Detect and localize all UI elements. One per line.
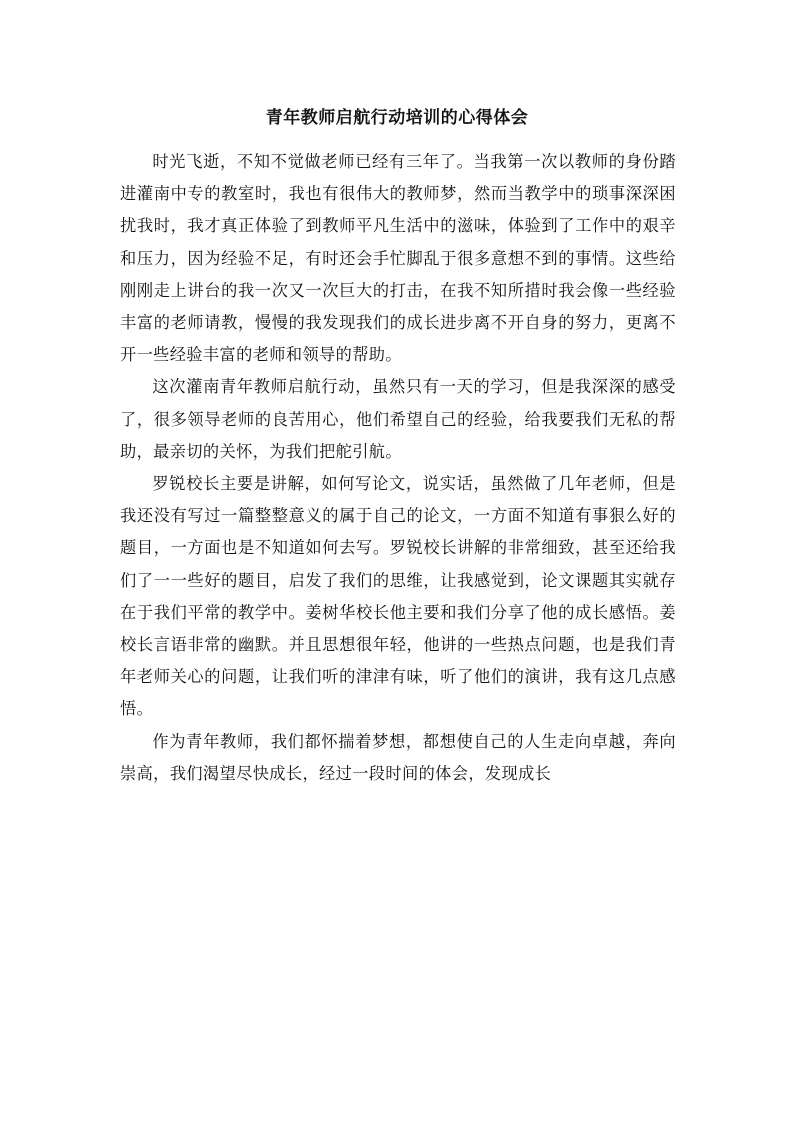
- paragraph-2: 这次灌南青年教师启航行动，虽然只有一天的学习，但是我深深的感受了，很多领导老师的良苦用心，他们希望自己的经验，给我要我们无私的帮助，最亲切的关怀，为我们把舵引航。: [120, 377, 676, 461]
- paragraph-1: 时光飞逝，不知不觉做老师已经有三年了。当我第一次以教师的身份踏进灌南中专的教室时，我也有很伟大的教师梦，然而当教学中的琐事深深困扰我时，我才真正体验了到教师平凡生活中的滋味，体验到了工作中的艰辛和压力，因为经验不足，有时还会手忙脚乱于很多意想不到的事情。这些给刚刚走上讲台的我一次又一次巨大的打击，在我不知所措时我会像一些经验丰富的老师请教，慢慢的我发现我们的成长进步离不开自身的努力，更离不开一些经验丰富的老师和领导的帮助。: [120, 152, 676, 365]
- document-body: [120, 146, 676, 790]
- paragraph-4: 作为青年教师，我们都怀揣着梦想，都想使自己的人生走向卓越，奔向崇高，我们渴望尽快成长，经过一段时间的体会，发现成长: [120, 731, 676, 783]
- paragraph-3: 罗锐校长主要是讲解，如何写论文，说实话，虽然做了几年老师，但是我还没有写过一篇整整意义的属于自己的论文，一方面不知道有事狠么好的题目，一方面也是不知道如何去写。罗锐校长讲解的非常细致，甚至还给我们了一一些好的题目，启发了我们的思维，让我感觉到，论文课题其实就存在于我们平常的教学中。姜树华校长他主要和我们分享了他的成长感悟。姜校长言语非常的幽默。并且思想很年轻，他讲的一些热点问题，也是我们青年老师关心的问题，让我们听的津津有味，听了他们的演讲，我有这几点感悟。: [120, 474, 676, 719]
- document-title: 青年教师启航行动培训的心得体会: [265, 108, 529, 128]
